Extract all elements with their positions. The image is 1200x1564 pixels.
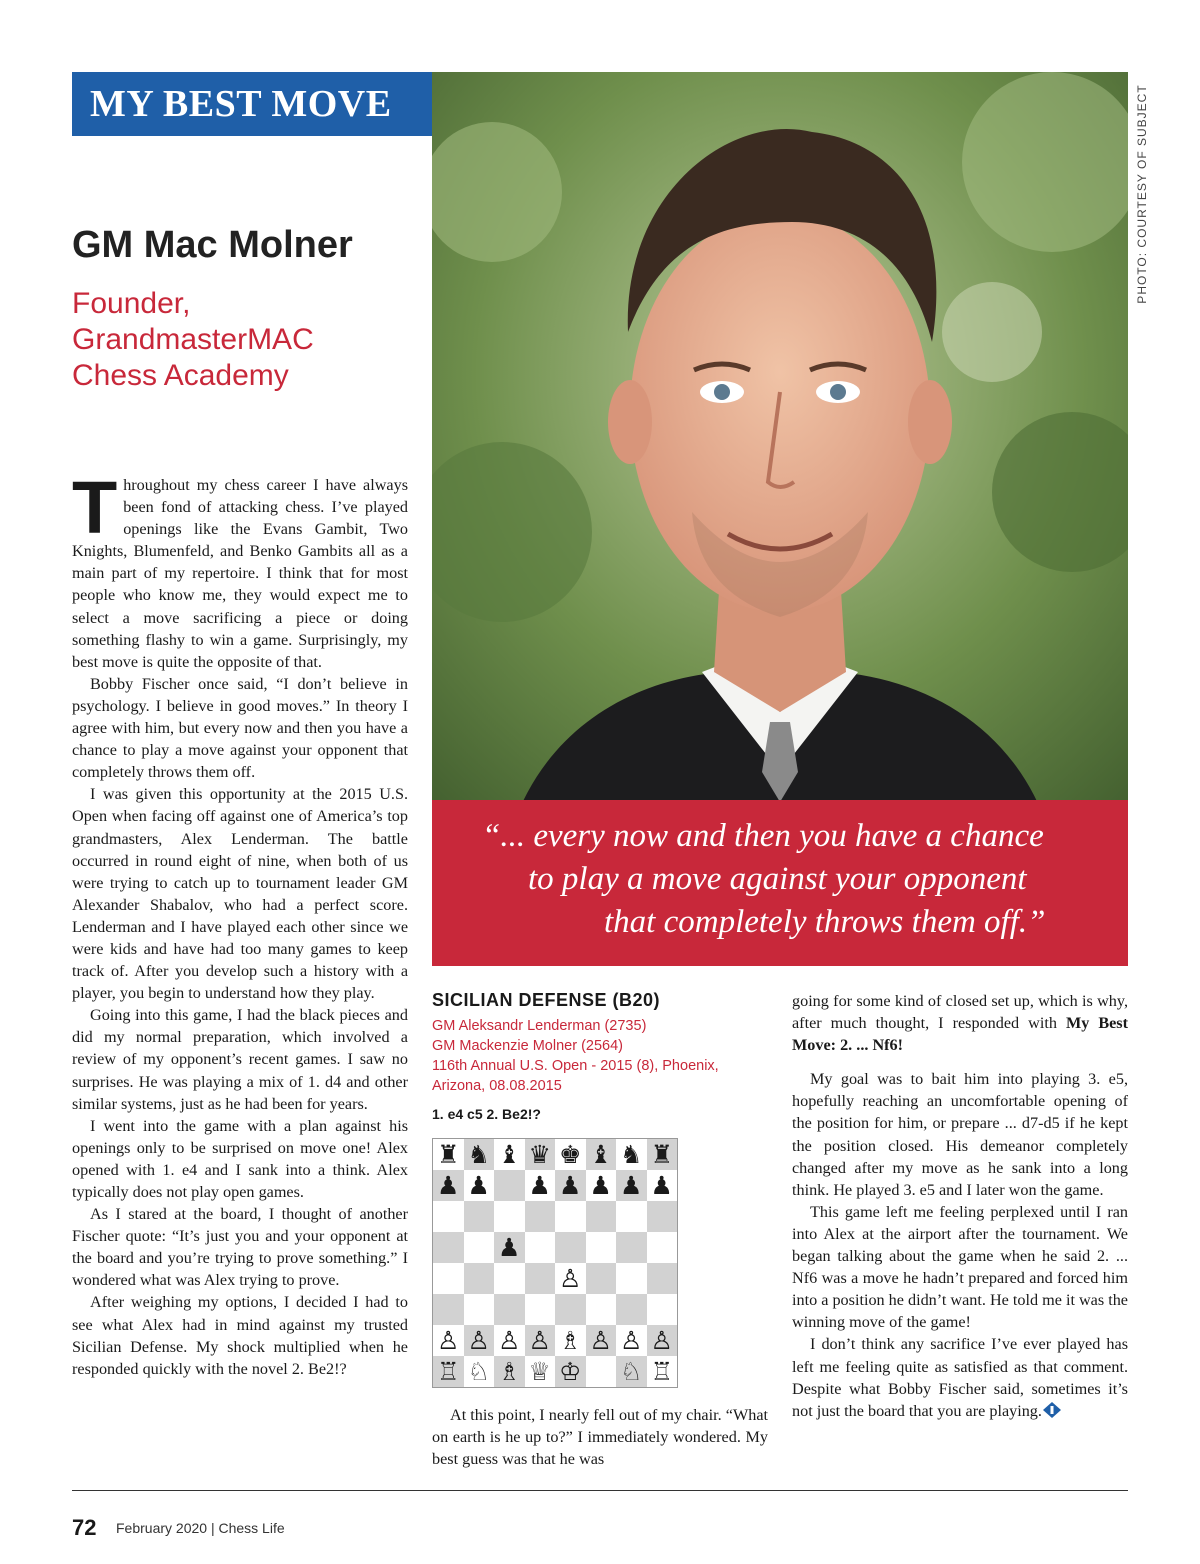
board-square <box>433 1356 464 1387</box>
board-square <box>494 1170 525 1201</box>
board-square <box>616 1325 647 1356</box>
black-pawn-icon: ♟ <box>559 1171 582 1200</box>
board-square <box>586 1294 617 1325</box>
body-paragraph: Throughout my chess career I have always been fond of attacking chess. I’ve played openings like the Evans Gambit, Two Knights, Blumenfeld, and Benko Gambits all as a main part of my repertoire. I think that for most people who know me, they would expect me to select a move sacrificing a piece or doing something flashy to win a game. Surprisingly, my best move is quite the opposite of that. <box>72 466 408 671</box>
black-pawn-icon: ♟ <box>650 1171 673 1200</box>
board-square <box>647 1325 678 1356</box>
board-square <box>616 1232 647 1263</box>
board-square <box>464 1263 495 1294</box>
board-square <box>525 1232 556 1263</box>
drop-cap: T <box>72 466 118 549</box>
game-white-player: GM Aleksandr Lenderman (2735) <box>432 1018 647 1034</box>
board-square <box>525 1294 556 1325</box>
white-rook-icon: ♖ <box>437 1357 460 1386</box>
board-square <box>555 1232 586 1263</box>
board-square <box>616 1294 647 1325</box>
author-name: GM Mac Molner <box>72 224 353 266</box>
board-square <box>647 1263 678 1294</box>
board-square <box>555 1356 586 1387</box>
body-column-middle <box>432 1404 768 1470</box>
white-pawn-icon: ♙ <box>650 1326 673 1355</box>
white-pawn-icon: ♙ <box>589 1326 612 1355</box>
board-square <box>433 1294 464 1325</box>
black-rook-icon: ♜ <box>650 1140 673 1169</box>
author-role-line: Chess Academy <box>72 359 289 392</box>
board-square <box>616 1170 647 1201</box>
board-square <box>586 1263 617 1294</box>
board-square <box>586 1139 617 1170</box>
board-square <box>464 1170 495 1201</box>
board-square <box>647 1139 678 1170</box>
board-square <box>433 1170 464 1201</box>
board-square <box>433 1232 464 1263</box>
black-bishop-icon: ♝ <box>589 1140 612 1169</box>
board-square <box>494 1325 525 1356</box>
section-title: MY BEST MOVE <box>90 83 392 125</box>
board-square <box>525 1325 556 1356</box>
board-square <box>647 1232 678 1263</box>
board-square <box>433 1325 464 1356</box>
board-square <box>494 1201 525 1232</box>
board-square <box>464 1139 495 1170</box>
board-square <box>433 1139 464 1170</box>
black-queen-icon: ♛ <box>528 1140 551 1169</box>
pull-quote-line: “... every now and then you have a chance <box>482 818 1044 854</box>
board-square <box>647 1356 678 1387</box>
game-moves: 1. e4 c5 2. Be2!? <box>432 1106 541 1122</box>
body-paragraph: As I stared at the board, I thought of another Fischer quote: “It’s just you and your opponent at the board and you’re trying to prove something.” I wondered what was Alex trying to prove. <box>72 1205 408 1290</box>
game-title: SICILIAN DEFENSE (B20) <box>432 990 661 1010</box>
board-square <box>647 1201 678 1232</box>
author-role <box>72 286 412 394</box>
game-info <box>432 1016 772 1096</box>
board-square <box>464 1294 495 1325</box>
white-rook-icon: ♖ <box>650 1357 673 1386</box>
board-square <box>586 1325 617 1356</box>
section-banner <box>72 72 432 136</box>
issue-folio: February 2020 | Chess Life <box>116 1520 285 1536</box>
photo-credit-text: PHOTO: COURTESY OF SUBJECT <box>1135 84 1149 304</box>
author-role-line: GrandmasterMAC <box>72 323 314 356</box>
body-paragraph: I don’t think any sacrifice I’ve ever played has left me feeling quite as satisfied as that comment. Despite what Bobby Fischer said, sometimes it’s not just the board that you are playing. <box>792 1335 1128 1420</box>
board-square <box>555 1170 586 1201</box>
board-square <box>494 1263 525 1294</box>
white-pawn-icon: ♙ <box>437 1326 460 1355</box>
chess-life-logo-icon <box>1042 1401 1062 1419</box>
board-square <box>555 1325 586 1356</box>
white-bishop-icon: ♗ <box>559 1326 582 1355</box>
black-knight-icon: ♞ <box>620 1140 643 1169</box>
black-pawn-icon: ♟ <box>620 1171 643 1200</box>
author-role-line: Founder, <box>72 287 191 320</box>
board-square <box>525 1139 556 1170</box>
board-square <box>586 1201 617 1232</box>
board-square <box>616 1356 647 1387</box>
black-knight-icon: ♞ <box>467 1140 490 1169</box>
best-move-callout: My Best Move: 2. ... Nf6! <box>792 1014 1128 1055</box>
black-king-icon: ♚ <box>559 1140 582 1169</box>
board-square <box>586 1356 617 1387</box>
white-knight-icon: ♘ <box>467 1357 490 1386</box>
board-square <box>464 1356 495 1387</box>
body-paragraph: Going into this game, I had the black pieces and did my normal preparation, which involved a review of my opponent’s recent games. I saw no surprises. He was playing a mix of 1. d4 and other similar systems, just as he had been for years. <box>72 1006 408 1113</box>
portrait-photo <box>432 72 1128 828</box>
board-square <box>586 1170 617 1201</box>
white-pawn-icon: ♙ <box>467 1326 490 1355</box>
white-bishop-icon: ♗ <box>498 1357 521 1386</box>
board-square <box>525 1201 556 1232</box>
body-paragraph: At this point, I nearly fell out of my chair. “What on earth is he up to?” I immediately wondered. My best guess was that he was <box>432 1406 768 1469</box>
board-square <box>525 1356 556 1387</box>
white-knight-icon: ♘ <box>620 1357 643 1386</box>
body-paragraph: This game left me feeling perplexed until I ran into Alex at the airport after the tournament. We began talking about the game when he said 2. ... Nf6 was a move he hadn’t prepared and forced him into a position he didn’t want. He told me it was the winning move of the game! <box>792 1202 1128 1332</box>
black-pawn-icon: ♟ <box>528 1171 551 1200</box>
board-square <box>616 1263 647 1294</box>
board-square <box>555 1139 586 1170</box>
body-paragraph: My goal was to bait him into playing 3. e5, hopefully reaching an uncomfortable opening of the position for him, or prepare ... d7-d5 if he kept the position closed. His demeanor completely changed after my move as he sank into a long think. He played 3. e5 and I later won the game. <box>792 1070 1128 1199</box>
board-square <box>494 1294 525 1325</box>
game-event: 116th Annual U.S. Open - 2015 (8), Phoenix, <box>432 1058 719 1074</box>
body-paragraph: I went into the game with a plan against his openings only to be surprised on move one! Alex opened with 1. e4 and I sank into a think. Alex typically does not play open games. <box>72 1116 408 1201</box>
pull-quote-line: that completely throws them off.” <box>604 904 1046 940</box>
board-square <box>616 1201 647 1232</box>
white-pawn-icon: ♙ <box>498 1326 521 1355</box>
photo-credit <box>1132 74 1152 314</box>
portrait-illustration <box>432 72 1128 828</box>
body-paragraph: After weighing my options, I decided I had to see what Alex had in mind against my trusted Sicilian Defense. My shock multiplied when he responded quickly with the novel 2. Be2!? <box>72 1293 408 1378</box>
board-square <box>464 1325 495 1356</box>
board-square <box>433 1263 464 1294</box>
black-bishop-icon: ♝ <box>498 1140 521 1169</box>
board-square <box>647 1294 678 1325</box>
white-pawn-icon: ♙ <box>559 1264 582 1293</box>
black-pawn-icon: ♟ <box>498 1233 521 1262</box>
body-paragraph: going for some kind of closed set up, which is why, after much thought, I responded with My Best Move: 2. ... Nf6! <box>792 992 1128 1055</box>
board-square <box>525 1170 556 1201</box>
chess-diagram <box>432 1138 678 1388</box>
white-queen-icon: ♕ <box>528 1357 551 1386</box>
page-number: 72 <box>72 1515 97 1540</box>
board-square <box>647 1170 678 1201</box>
board-square <box>494 1232 525 1263</box>
footer-rule <box>72 1490 1128 1491</box>
black-pawn-icon: ♟ <box>437 1171 460 1200</box>
game-black-player: GM Mackenzie Molner (2564) <box>432 1038 623 1054</box>
game-event-date: Arizona, 08.08.2015 <box>432 1078 562 1094</box>
board-square <box>555 1294 586 1325</box>
black-rook-icon: ♜ <box>437 1140 460 1169</box>
body-paragraph: I was given this opportunity at the 2015 U.S. Open when facing off against one of America’s top grandmasters, Alex Lenderman. The battle occurred in round eight of nine, when both of us were trying to catch up to tournament leader GM Alexander Shabalov, who had a perfect score. Lenderman and I have played each other since we were kids and have had too many games to keep track of. After you develop such a history with a player, you begin to understand how they play. <box>72 785 408 1003</box>
white-pawn-icon: ♙ <box>528 1326 551 1355</box>
body-column-left <box>72 466 408 1380</box>
body-paragraph: Bobby Fischer once said, “I don’t believe in psychology. I believe in good moves.” In theory I agree with him, but every now and then you have a chance to play a move against your opponent that completely throws them off. <box>72 674 408 782</box>
pull-quote-line: to play a move against your opponent <box>528 861 1027 897</box>
board-square <box>616 1139 647 1170</box>
board-square <box>555 1201 586 1232</box>
pull-quote <box>432 800 1128 966</box>
board-square <box>494 1356 525 1387</box>
black-pawn-icon: ♟ <box>467 1171 490 1200</box>
white-king-icon: ♔ <box>559 1357 582 1386</box>
board-square <box>464 1232 495 1263</box>
board-square <box>555 1263 586 1294</box>
board-square <box>525 1263 556 1294</box>
board-square <box>586 1232 617 1263</box>
black-pawn-icon: ♟ <box>589 1171 612 1200</box>
board-square <box>494 1139 525 1170</box>
white-pawn-icon: ♙ <box>620 1326 643 1355</box>
body-column-right <box>792 990 1128 1422</box>
board-square <box>464 1201 495 1232</box>
board-square <box>433 1201 464 1232</box>
